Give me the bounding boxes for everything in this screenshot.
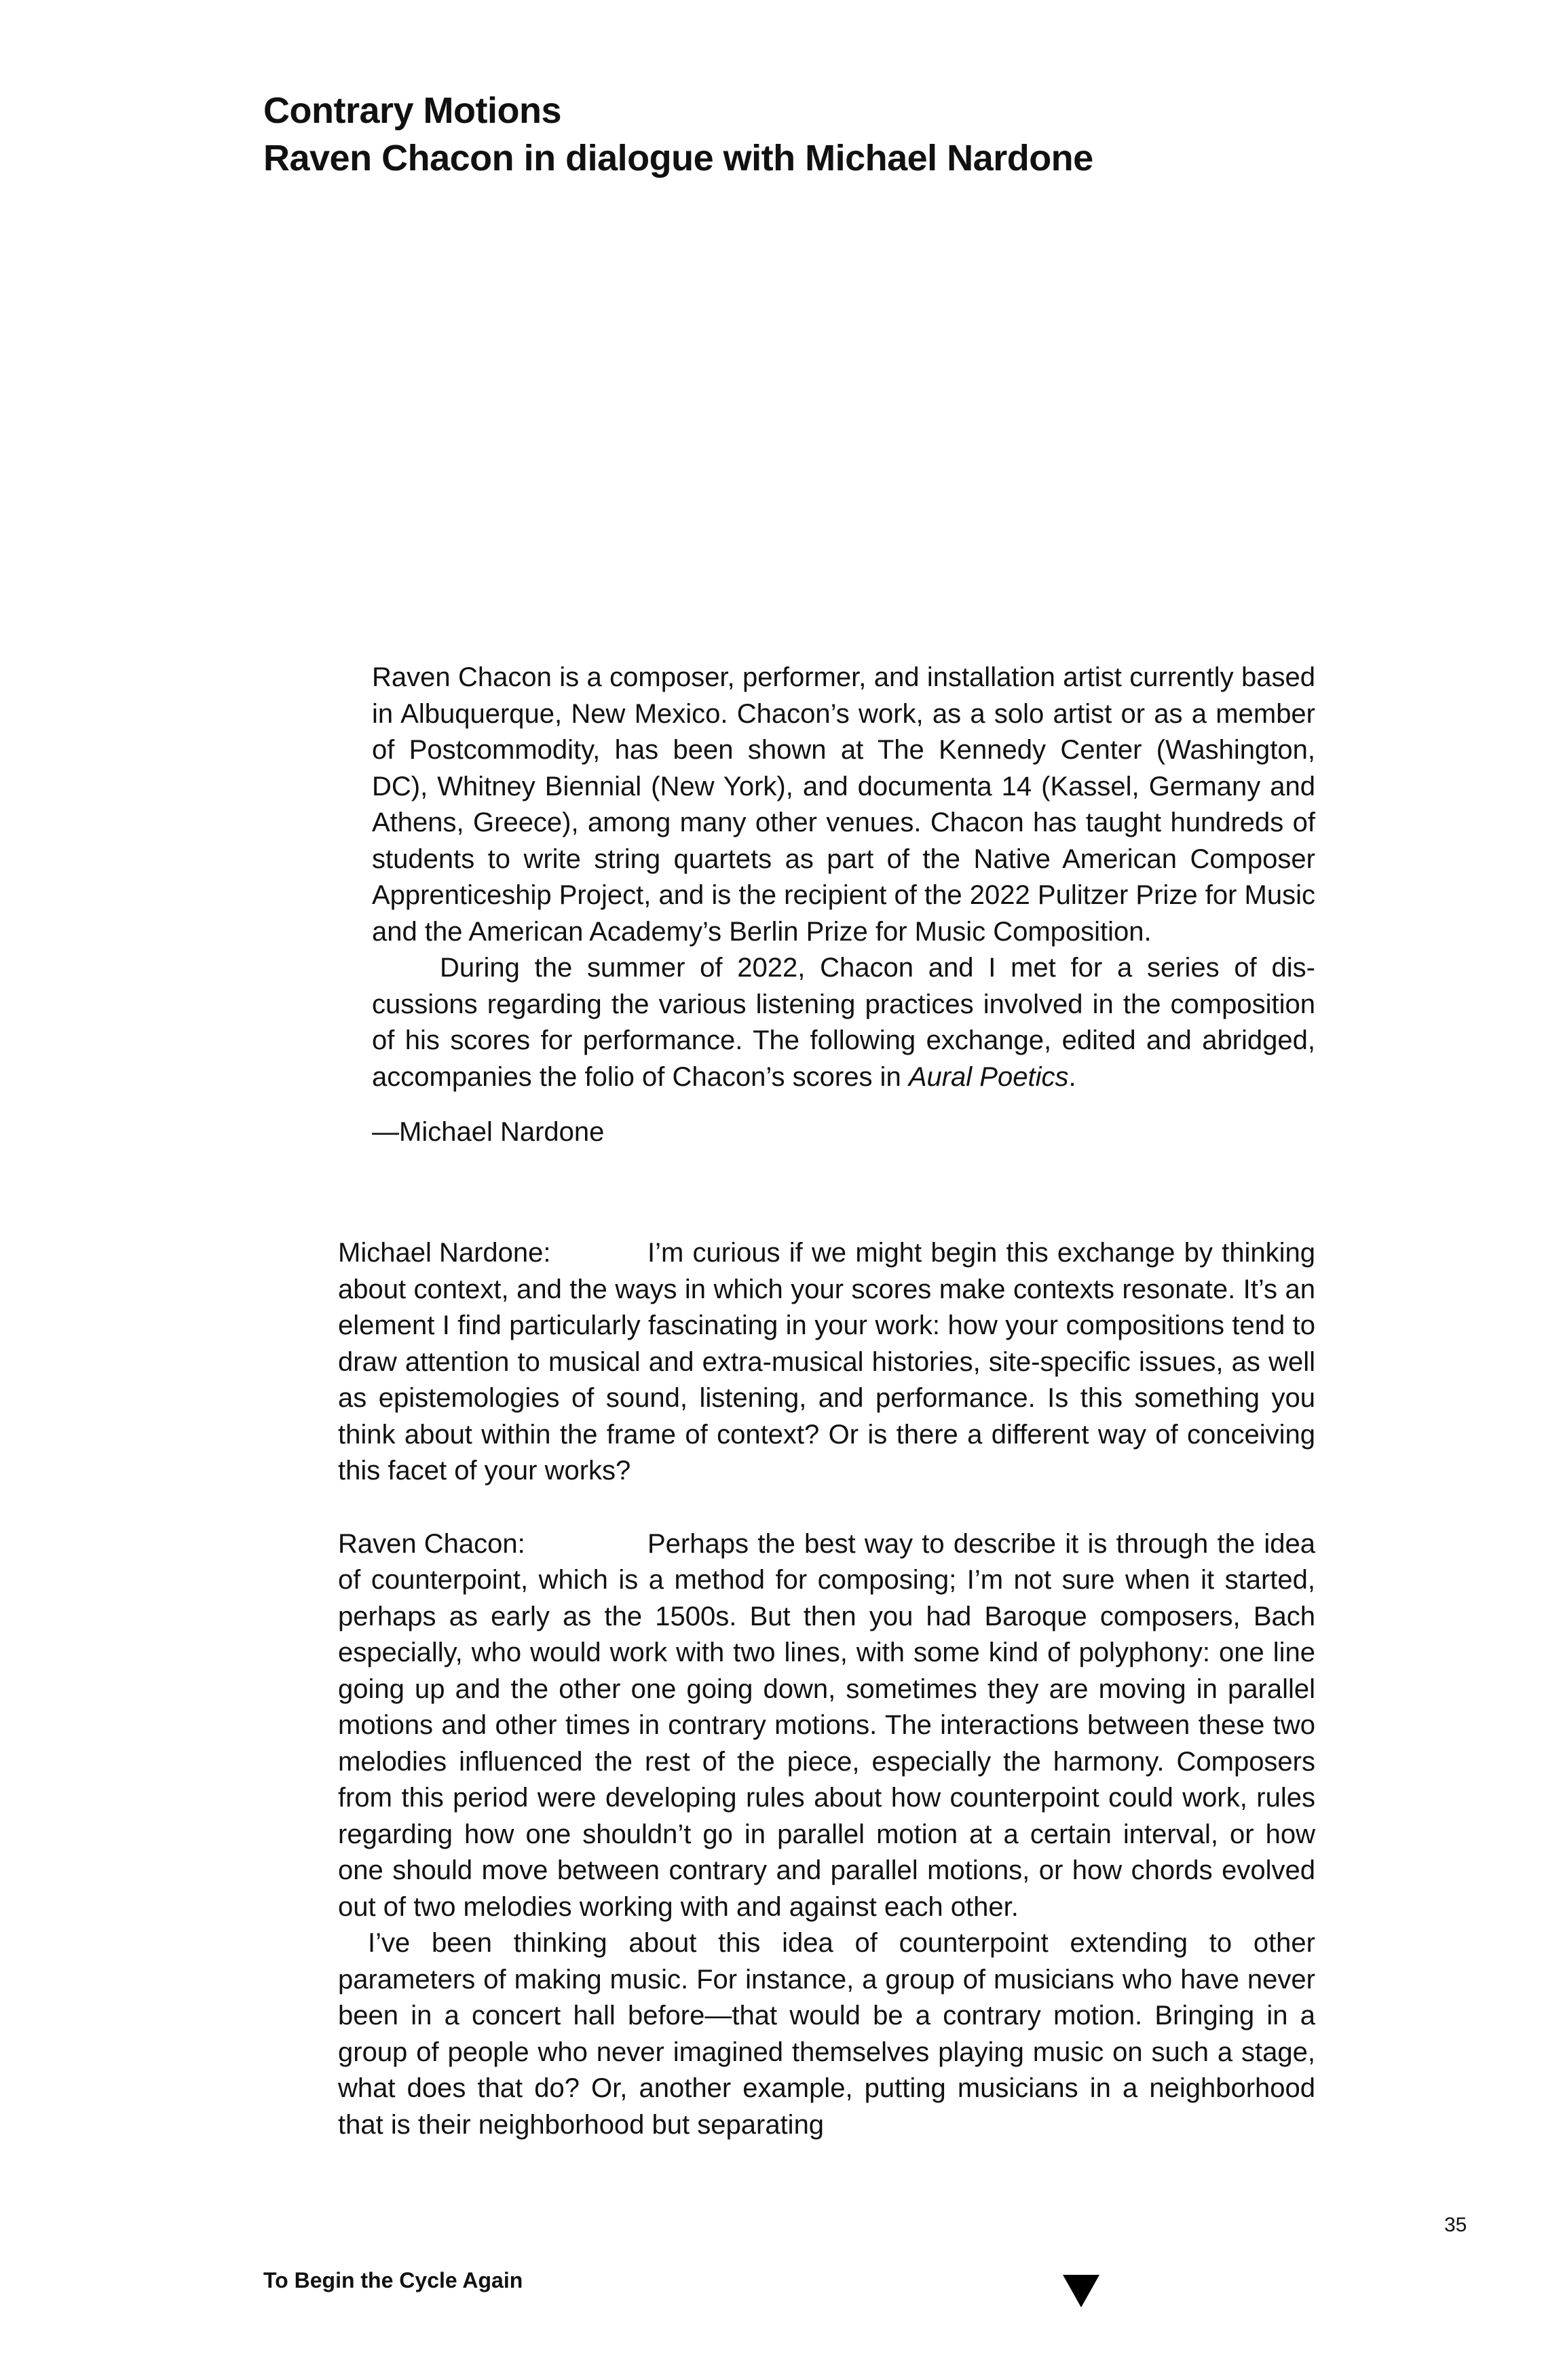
down-triangle-icon: [1063, 2275, 1099, 2307]
speaker-michael-nardone: Michael Nardone:: [338, 1238, 551, 1268]
turn-2-text: Perhaps the best way to describe it is through the idea of counterpoint, which is a method for composing; I’m not sure when it started, perhaps as early as the 1500s. But then you had Baroque composers, Bach especially, who would work with two lines, with some kind of polyphony: one line going up and the other one going down, sometimes they are moving in parallel motions and other times in contrary motions. The interactions between these two melodies influenced the rest of the piece, especially the harmony. Composers from this period were developing rules about how counterpoint could work, rules regarding how one shouldn’t go in parallel motion at a certain interval, or how one should move between contrary and parallel motions, or how chords evolved out of two melodies working with and against each other.: [338, 1528, 1315, 1922]
intro-paragraph-1: Raven Chacon is a composer, performer, and installation artist currently based in Albuquerque, New Mexico. Chacon’s work, as a solo artist or as a member of Postcommodity, has been shown at The Kennedy Center (Washington, DC), Whitney Biennial (New York), and documenta 14 (Kassel, Germany and Athens, Greece), among many other venues. Chacon has taught hundreds of students to write string quartets as part of the Native American Composer Apprenticeship Project, and is the recipient of the 2022 Pulitzer Prize for Music and the American Academy’s Berlin Prize for Music Composition.: [372, 662, 1315, 947]
intro-section: [372, 660, 1315, 1151]
intro-paragraph-2-italic: Aural Poetics: [908, 1061, 1069, 1092]
running-title: To Begin the Cycle Again: [263, 2268, 523, 2292]
intro-paragraph-2-end: .: [1068, 1061, 1076, 1092]
dialogue-turn-1: [338, 1235, 1315, 1490]
byline: —Michael Nardone: [372, 1117, 605, 1147]
page-number: 35: [1444, 2214, 1467, 2236]
dialogue-section: [338, 1235, 1315, 2143]
title-line-1: Contrary Motions: [263, 90, 562, 131]
dialogue-turn-2: [338, 1526, 1315, 1926]
dialogue-turn-2-continued: I’ve been thinking about this idea of counterpoint extending to other parameters of making music. For instance, a group of musicians who have never been in a concert hall before—that would be a contrary motion. Bringing in a group of people who never imagined themselves playing music on such a stage, what does that do? Or, another example, putting musicians in a neighborhood that is their neighborhood but separating: [338, 1928, 1315, 2140]
intro-paragraph-2: [372, 950, 1315, 1095]
title-line-2: Raven Chacon in dialogue with Michael Nardone: [263, 138, 1093, 178]
turn-1-text: I’m curious if we might begin this exchange by thinking about context, and the ways in which your scores make contexts resonate. It’s an element I find particularly fascinating in your work: how your compositions tend to draw attention to musical and extra-musical histories, site-specific issues, as well as epistemologies of sound, listening, and performance. Is this something you think about within the frame of context? Or is there a different way of conceiving this facet of your works?: [338, 1238, 1315, 1486]
speaker-raven-chacon: Raven Chacon:: [338, 1528, 525, 1559]
intro-paragraph-2-text: During the summer of 2022, Chacon and I met for a series of discussions regarding the various listening practices involved in the composition of his scores for performance. The following exchange, edited and abridged, accompanies the folio of Chacon’s scores in: [372, 953, 1315, 1092]
article-title: [263, 87, 1417, 182]
